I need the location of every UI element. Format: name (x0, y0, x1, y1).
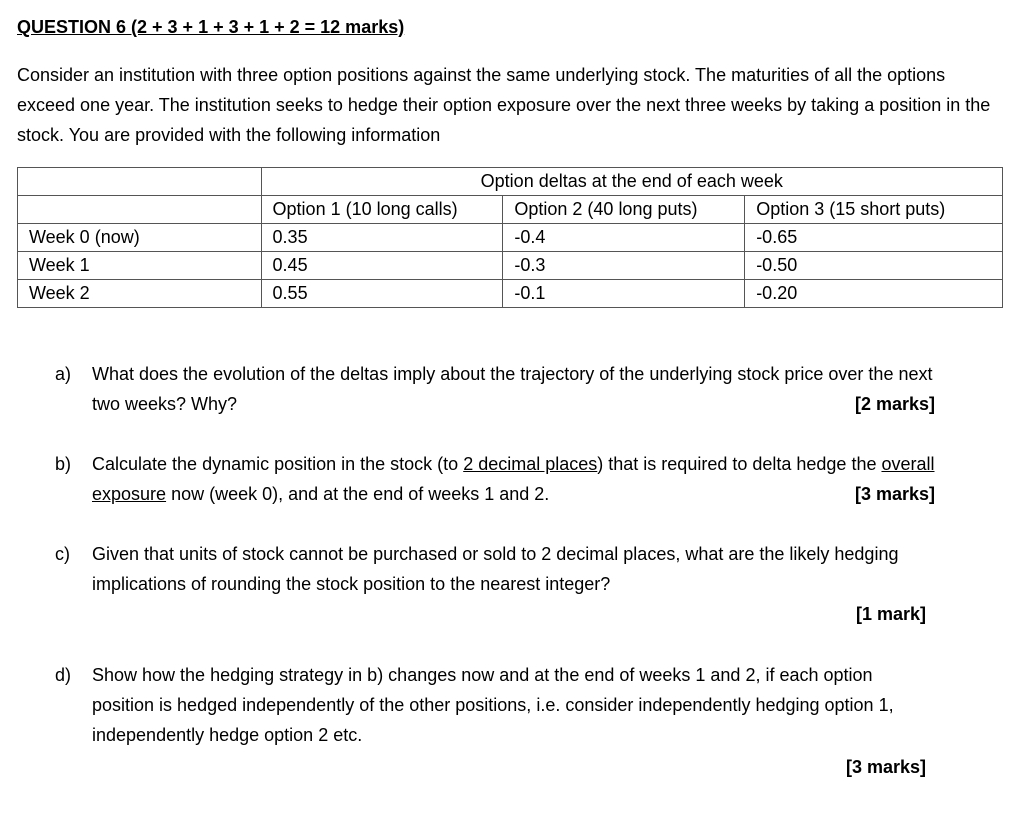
row-label: Week 2 (18, 280, 262, 308)
question-b (55, 449, 935, 509)
intro-paragraph: Consider an institution with three option positions against the same underlying stock. The maturities of all the options exceed one year. The institution seeks to hedge their option exposure over the next three weeks by taking a position in the stock. You are provided with the following information (17, 65, 991, 145)
question-c (55, 539, 935, 629)
table-cell: -0.3 (503, 252, 745, 280)
option-deltas-table (17, 167, 1003, 308)
table-row (18, 252, 1003, 280)
empty-header-cell (18, 168, 262, 196)
marks-badge: [2 marks] (854, 394, 935, 414)
question-title: QUESTION 6 (2 + 3 + 1 + 3 + 1 + 2 = 12 marks) (17, 17, 405, 37)
marks-badge: [3 marks] (854, 484, 935, 504)
question-text: now (week 0), and at the end of weeks 1 and 2. (166, 484, 550, 504)
column-header-option-3: Option 3 (15 short puts) (745, 196, 1003, 224)
question-text: Show how the hedging strategy in b) changes now and at the end of weeks 1 and 2, if each option position is hedged independently of the other positions, i.e. consider independently hedging option 1, independently hedge option 2 etc. (92, 665, 894, 745)
underlined-text: 2 decimal places (463, 454, 598, 474)
table-cell: 0.55 (261, 280, 503, 308)
underlined-text: overall exposure (92, 454, 935, 504)
question-label: b) (55, 454, 72, 474)
question-a (55, 359, 935, 419)
column-header-option-2: Option 2 (40 long puts) (503, 196, 745, 224)
table-cell: -0.20 (745, 280, 1003, 308)
table-cell: -0.1 (503, 280, 745, 308)
table-cell: -0.50 (745, 252, 1003, 280)
table-row (18, 224, 1003, 252)
empty-header-cell (18, 196, 262, 224)
question-text: ) that is required to delta hedge the (597, 454, 882, 474)
row-label: Week 1 (18, 252, 262, 280)
table-cell: -0.65 (745, 224, 1003, 252)
table-row (18, 280, 1003, 308)
table-header-row (18, 168, 1003, 196)
question-label: d) (55, 665, 72, 685)
question-d (55, 660, 935, 782)
question-text: What does the evolution of the deltas imply about the trajectory of the underlying stock price over the next two weeks? Why? (92, 364, 933, 414)
marks-badge: [3 marks] (845, 757, 926, 777)
row-label: Week 0 (now) (18, 224, 262, 252)
marks-badge: [1 mark] (855, 604, 926, 624)
span-header: Option deltas at the end of each week (261, 168, 1002, 196)
table-cell: -0.4 (503, 224, 745, 252)
table-cell: 0.45 (261, 252, 503, 280)
table-column-header-row (18, 196, 1003, 224)
table-cell: 0.35 (261, 224, 503, 252)
question-text: Given that units of stock cannot be purchased or sold to 2 decimal places, what are the likely hedging implications of rounding the stock position to the nearest integer? (92, 544, 899, 594)
question-label: a) (55, 364, 72, 384)
question-label: c) (55, 544, 70, 564)
column-header-option-1: Option 1 (10 long calls) (261, 196, 503, 224)
question-text: Calculate the dynamic position in the stock (to (92, 454, 464, 474)
